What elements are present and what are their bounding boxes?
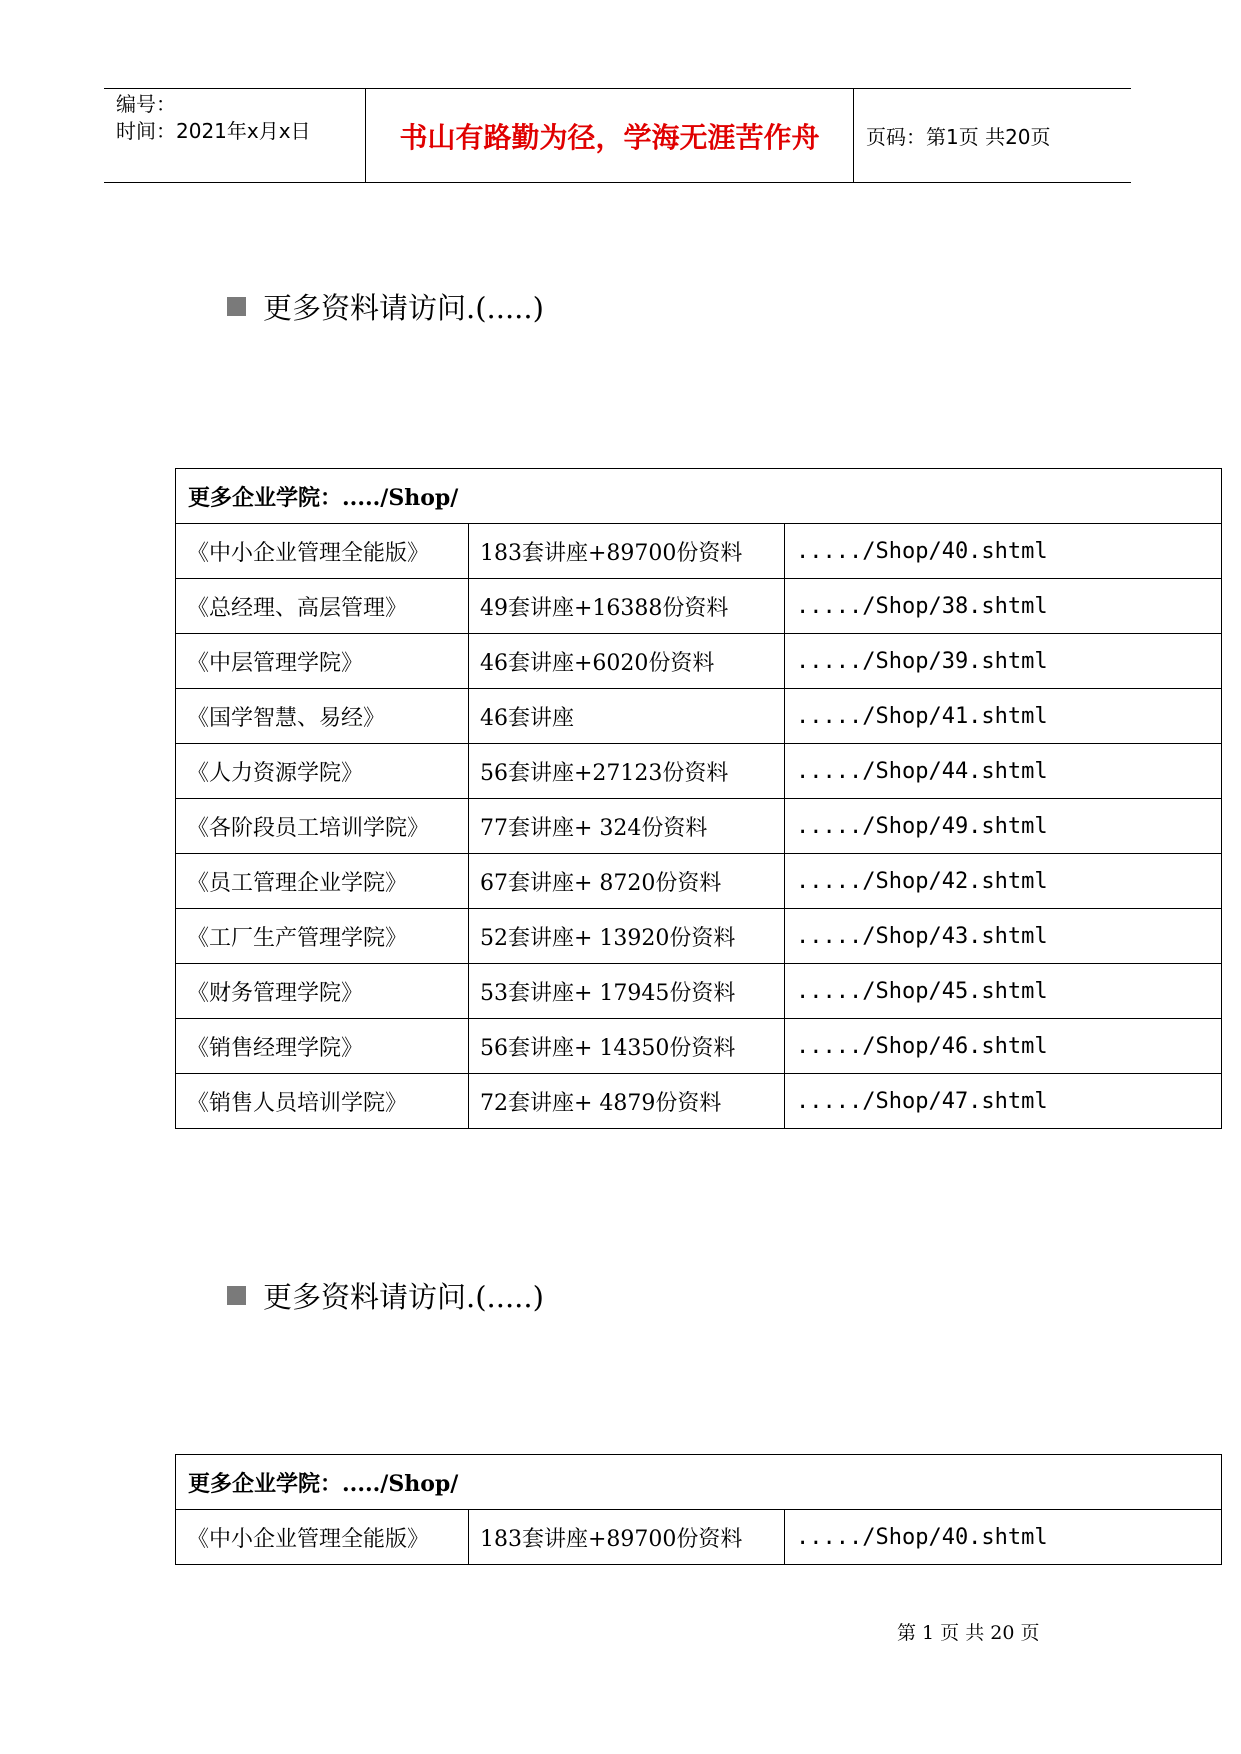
content-count-cell: 46套讲座 (469, 689, 785, 744)
url-cell[interactable]: ...../Shop/43.shtml (785, 909, 1222, 964)
time-label: 时间：2021年x月x日 (116, 119, 311, 143)
content-count-cell: 183套讲座+89700份资料 (469, 1510, 785, 1565)
table-row (176, 854, 1222, 909)
visit-text: 更多资料请访问.(.....) (263, 291, 544, 325)
content-count-cell: 77套讲座+ 324份资料 (469, 799, 785, 854)
table-row (176, 799, 1222, 854)
course-name-cell: 《工厂生产管理学院》 (176, 909, 469, 964)
content-count-cell: 183套讲座+89700份资料 (469, 524, 785, 579)
content-count-cell: 46套讲座+6020份资料 (469, 634, 785, 689)
square-bullet-icon (227, 297, 246, 316)
url-cell[interactable]: ...../Shop/40.shtml (785, 524, 1222, 579)
course-name-cell: 《销售经理学院》 (176, 1019, 469, 1074)
content-count-cell: 56套讲座+27123份资料 (469, 744, 785, 799)
content-count-cell: 53套讲座+ 17945份资料 (469, 964, 785, 1019)
table-row (176, 744, 1222, 799)
url-cell[interactable]: ...../Shop/47.shtml (785, 1074, 1222, 1129)
course-name-cell: 《中小企业管理全能版》 (176, 524, 469, 579)
table-header-cell: 更多企业学院：...../Shop/ (176, 469, 1222, 524)
content-count-cell: 49套讲座+16388份资料 (469, 579, 785, 634)
header-left-cell (104, 89, 366, 182)
url-cell[interactable]: ...../Shop/40.shtml (785, 1510, 1222, 1565)
url-cell[interactable]: ...../Shop/49.shtml (785, 799, 1222, 854)
course-name-cell: 《国学智慧、易经》 (176, 689, 469, 744)
course-name-cell: 《总经理、高层管理》 (176, 579, 469, 634)
table-header-row (176, 1455, 1222, 1510)
course-name-cell: 《销售人员培训学院》 (176, 1074, 469, 1129)
table-row (176, 579, 1222, 634)
url-cell[interactable]: ...../Shop/46.shtml (785, 1019, 1222, 1074)
content-count-cell: 67套讲座+ 8720份资料 (469, 854, 785, 909)
url-cell[interactable]: ...../Shop/45.shtml (785, 964, 1222, 1019)
content-count-cell: 52套讲座+ 13920份资料 (469, 909, 785, 964)
course-name-cell: 《各阶段员工培训学院》 (176, 799, 469, 854)
course-name-cell: 《财务管理学院》 (176, 964, 469, 1019)
academy-table (175, 468, 1222, 1129)
visit-notice-2 (227, 1275, 544, 1316)
page-label: 页码：第1页 共20页 (866, 125, 1051, 149)
table-row (176, 524, 1222, 579)
table-row (176, 634, 1222, 689)
course-name-cell: 《中小企业管理全能版》 (176, 1510, 469, 1565)
url-cell[interactable]: ...../Shop/44.shtml (785, 744, 1222, 799)
course-name-cell: 《中层管理学院》 (176, 634, 469, 689)
table-row (176, 1074, 1222, 1129)
content-count-cell: 72套讲座+ 4879份资料 (469, 1074, 785, 1129)
url-cell[interactable]: ...../Shop/39.shtml (785, 634, 1222, 689)
square-bullet-icon (227, 1286, 246, 1305)
course-name-cell: 《员工管理企业学院》 (176, 854, 469, 909)
table-row (176, 689, 1222, 744)
motto: 书山有路勤为径，学海无涯苦作舟 (366, 89, 854, 182)
url-cell[interactable]: ...../Shop/42.shtml (785, 854, 1222, 909)
table-header-cell: 更多企业学院：...../Shop/ (176, 1455, 1222, 1510)
table-row (176, 909, 1222, 964)
url-cell[interactable]: ...../Shop/41.shtml (785, 689, 1222, 744)
visit-text: 更多资料请访问.(.....) (263, 1280, 544, 1314)
course-name-cell: 《人力资源学院》 (176, 744, 469, 799)
table-row (176, 1510, 1222, 1565)
number-label: 编号： (116, 92, 176, 116)
document-header (104, 88, 1131, 183)
table-row (176, 1019, 1222, 1074)
table-row (176, 964, 1222, 1019)
content-count-cell: 56套讲座+ 14350份资料 (469, 1019, 785, 1074)
table-header-row (176, 469, 1222, 524)
visit-notice (227, 286, 544, 327)
footer-page-number: 第 1 页 共 20 页 (897, 1622, 1040, 1644)
url-cell[interactable]: ...../Shop/38.shtml (785, 579, 1222, 634)
academy-table-2 (175, 1454, 1222, 1565)
